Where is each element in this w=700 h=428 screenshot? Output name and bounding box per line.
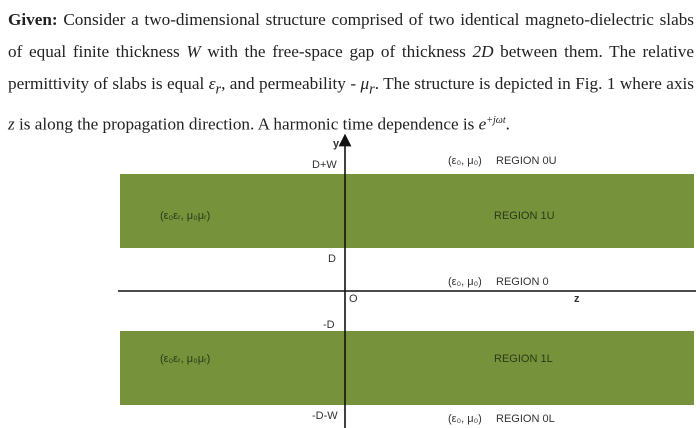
region-0-params: (ε₀, μ₀) (448, 276, 482, 288)
region-1l-label: REGION 1L (494, 353, 553, 365)
tick-d: D (328, 253, 336, 265)
tick-d-plus-w: D+W (312, 159, 337, 171)
region-1u-label: REGION 1U (494, 210, 555, 222)
lower-slab (120, 331, 694, 405)
z-axis-label: z (574, 293, 580, 305)
region-0u-params: (ε₀, μ₀) (448, 155, 482, 167)
paragraph-line-3: permittivity of slabs is equal $\varepsilon_r$, and permeability - $\mu_r$. The structure is depicted in Fig. 1 where axis (8, 74, 694, 98)
paragraph-line-1: Given: Consider a two-dimensional structure comprised of two identical magneto-dielectric slabs (8, 10, 694, 29)
given-label: Given: (8, 10, 58, 29)
region-0l-label: REGION 0L (496, 413, 555, 425)
region-0-label: REGION 0 (496, 276, 549, 288)
origin-label: O (349, 293, 358, 305)
lower-slab-params: (ε₀εᵣ, μ₀μᵣ) (160, 353, 211, 365)
upper-slab-params: (ε₀εᵣ, μ₀μᵣ) (160, 210, 211, 222)
region-0l-params: (ε₀, μ₀) (448, 413, 482, 425)
tick-neg-d-w: -D-W (312, 410, 338, 422)
tick-neg-d: -D (323, 319, 335, 331)
y-axis-label: y (333, 138, 340, 150)
paragraph-line-4: z is along the propagation direction. A harmonic time dependence is $e^{+j\omega t}$. (8, 115, 510, 135)
region-0u-label: REGION 0U (496, 155, 557, 167)
paragraph-line-2: of equal finite thickness W with the free-space gap of thickness 2D between them. The relative (8, 42, 694, 61)
